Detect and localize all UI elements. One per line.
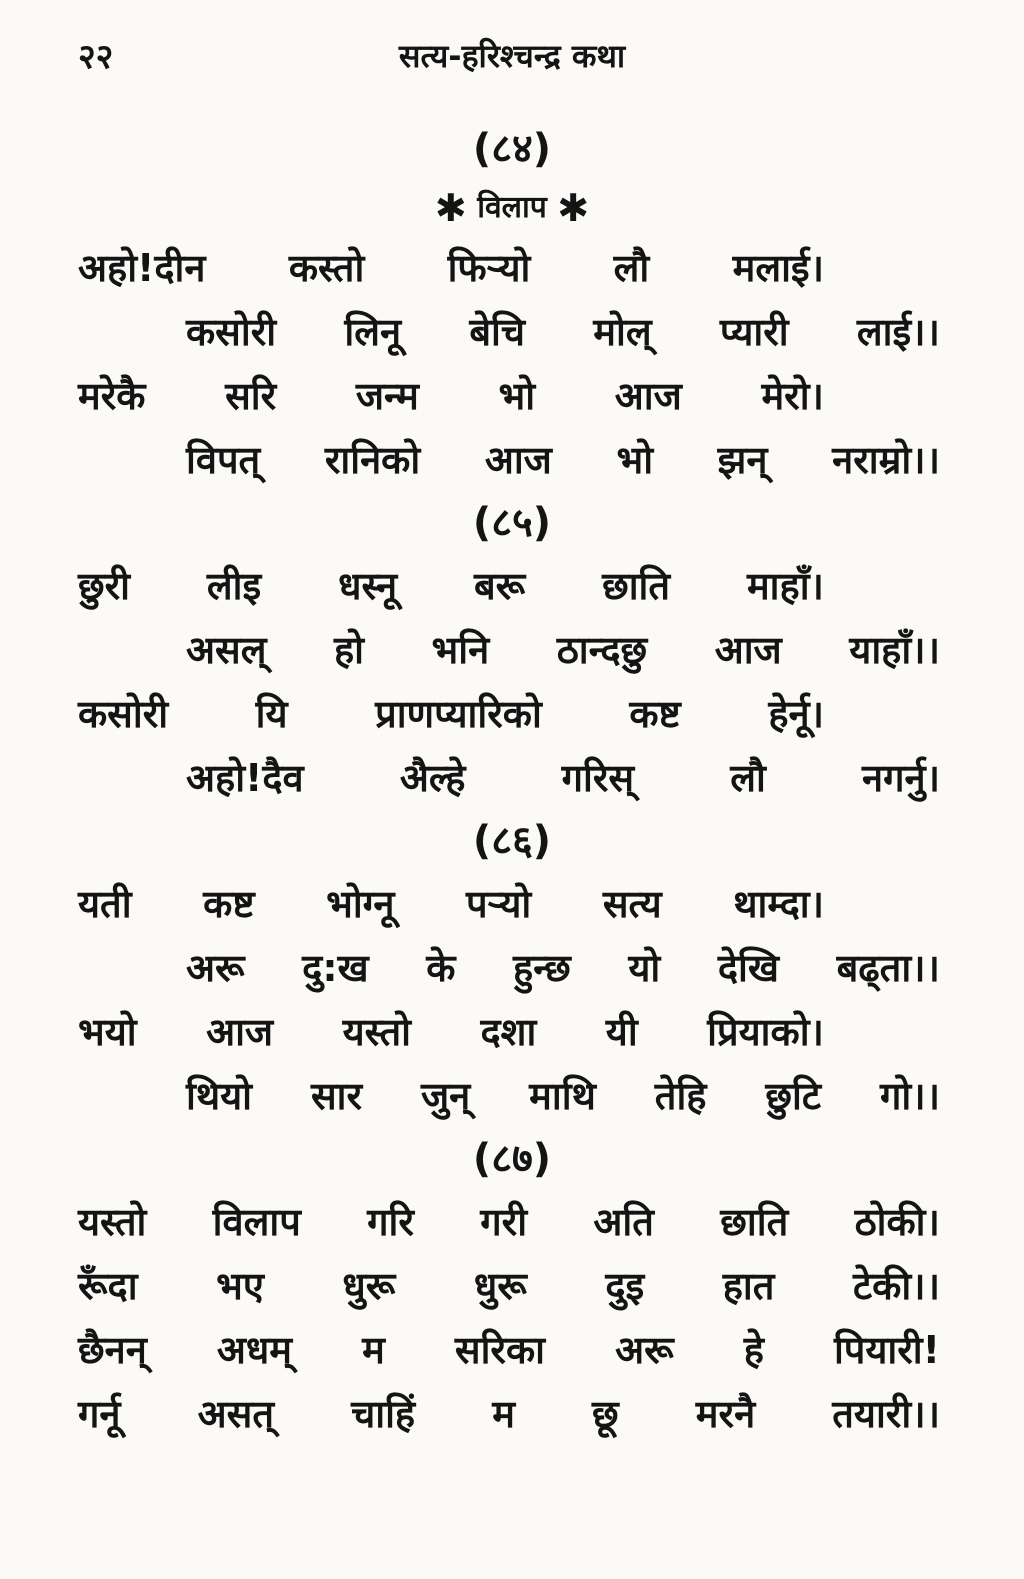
word: रूँदा: [78, 1264, 138, 1308]
verse-line: [0, 300, 1024, 364]
word: छैनन्: [78, 1328, 147, 1372]
word: बरू: [473, 564, 526, 608]
word: छुटि: [765, 1074, 822, 1118]
verse-line: [0, 1000, 1024, 1064]
verse-line: [0, 428, 1024, 492]
word: गो।।: [879, 1074, 940, 1118]
word: याहाँ।।: [849, 628, 940, 672]
word: कष्ट: [203, 882, 255, 926]
word: जुन्: [420, 1074, 471, 1118]
word: बढ्ता।।: [836, 946, 940, 990]
word: सत्य: [602, 882, 662, 926]
word: कसोरी: [186, 310, 277, 354]
word: विपत्: [186, 438, 261, 482]
word: दशा: [480, 1010, 537, 1054]
verse-line: [0, 618, 1024, 682]
word: माहाँ।: [746, 564, 824, 608]
word: बेचि: [469, 310, 526, 354]
verse-line: [0, 1318, 1024, 1382]
word: यी: [605, 1010, 638, 1054]
word: प्यारी: [719, 310, 789, 354]
word: चाहिं: [351, 1392, 416, 1436]
word: भयो: [78, 1010, 137, 1054]
word: छू: [592, 1392, 619, 1436]
word: अहो!दैव: [186, 756, 304, 800]
word: भो: [498, 374, 536, 418]
word: पियारी!: [833, 1328, 940, 1372]
word: हो: [334, 628, 365, 672]
word: ठोकी।: [854, 1200, 940, 1244]
verse-line: [0, 936, 1024, 1000]
word: विलाप: [212, 1200, 301, 1244]
word: अरू: [186, 946, 245, 990]
word: धस्नू: [338, 564, 398, 608]
word: आज: [614, 374, 682, 418]
word: आज: [714, 628, 782, 672]
page-number: २२: [78, 37, 114, 77]
word: म: [362, 1328, 385, 1372]
word: यस्तो: [78, 1200, 147, 1244]
word: लौ: [730, 756, 766, 800]
word: अरू: [615, 1328, 674, 1372]
word: लौ: [613, 246, 650, 290]
word: छाति: [602, 564, 671, 608]
word: सरि: [225, 374, 277, 418]
word: मलाई।: [732, 246, 824, 290]
section-title-text: विलाप: [477, 190, 547, 225]
word: थाम्दा।: [733, 882, 824, 926]
stanza-number: (८४): [472, 126, 552, 172]
word: पऱ्यो: [466, 882, 532, 926]
word: असत्: [197, 1392, 274, 1436]
word: जन्म: [355, 374, 419, 418]
word: प्राणप्यारिको: [375, 692, 542, 736]
verse-line: [0, 1382, 1024, 1446]
word: गरिस्: [561, 756, 635, 800]
word: दुइ: [605, 1264, 645, 1308]
word: अधम्: [216, 1328, 293, 1372]
word: छुरी: [78, 564, 131, 608]
word: आज: [484, 438, 552, 482]
word: भनि: [431, 628, 490, 672]
verse-line: [0, 554, 1024, 618]
word: मोल्: [593, 310, 652, 354]
verse-line: [0, 236, 1024, 300]
word: अति: [593, 1200, 654, 1244]
word: नराम्रो।।: [832, 438, 940, 482]
stanza-number: (८७): [472, 1136, 552, 1182]
word: हेर्नू।: [768, 692, 824, 736]
word: यो: [628, 946, 661, 990]
verse-line: [0, 872, 1024, 936]
word: मरेकै: [78, 374, 146, 418]
word: लीइ: [206, 564, 262, 608]
word: भोग्नू: [326, 882, 395, 926]
word: कसोरी: [78, 692, 169, 736]
word: नगर्नु।: [862, 756, 940, 800]
word: टेकी।।: [853, 1264, 940, 1308]
word: हात: [722, 1264, 775, 1308]
word: देखि: [717, 946, 779, 990]
word: छाति: [720, 1200, 789, 1244]
stanza-number: (८५): [472, 500, 552, 546]
word: सरिका: [454, 1328, 545, 1372]
word: गरि: [367, 1200, 414, 1244]
word: धुरू: [473, 1264, 527, 1308]
word: मेरो।: [761, 374, 824, 418]
page-header: [0, 32, 1024, 82]
word: धुरू: [342, 1264, 396, 1308]
verse-line: [0, 1190, 1024, 1254]
verse-line: [0, 1254, 1024, 1318]
word: थियो: [186, 1074, 253, 1118]
word: यि: [255, 692, 288, 736]
word: अैल्हे: [399, 756, 466, 800]
word: तेहि: [654, 1074, 707, 1118]
word: यती: [78, 882, 132, 926]
verse-line: [0, 1064, 1024, 1128]
word: माथि: [529, 1074, 596, 1118]
word: गरी: [480, 1200, 528, 1244]
verse-line: [0, 682, 1024, 746]
word: भो: [616, 438, 654, 482]
word: प्रियाको।: [707, 1010, 824, 1054]
asterisk-icon: ✱: [434, 186, 467, 230]
word: के: [426, 946, 456, 990]
stanza-number: (८६): [472, 818, 552, 864]
word: लाई।।: [856, 310, 940, 354]
word: झन्: [717, 438, 768, 482]
word: गर्नू: [78, 1392, 121, 1436]
verse-line: [0, 746, 1024, 810]
word: हे: [743, 1328, 764, 1372]
word: सार: [310, 1074, 363, 1118]
word: भए: [216, 1264, 264, 1308]
word: हुन्छ: [513, 946, 571, 990]
word: लिनू: [344, 310, 402, 354]
word: ठान्दछु: [556, 628, 648, 672]
word: म: [492, 1392, 515, 1436]
word: आज: [206, 1010, 274, 1054]
word: फिऱ्यो: [447, 246, 531, 290]
word: असल्: [186, 628, 267, 672]
word: रानिको: [324, 438, 421, 482]
word: कष्ट: [629, 692, 681, 736]
section-title: [0, 180, 1024, 236]
poem-body: [0, 118, 1024, 1446]
word: मरनै: [695, 1392, 756, 1436]
word: अहो!दीन: [78, 246, 206, 290]
word: यस्तो: [342, 1010, 411, 1054]
word: तयारी।।: [832, 1392, 940, 1436]
asterisk-icon: ✱: [557, 186, 590, 230]
word: कस्तो: [288, 246, 365, 290]
running-title: सत्य-हरिश्चन्द्र कथा: [398, 37, 626, 75]
verse-line: [0, 364, 1024, 428]
word: दु:ख: [302, 946, 369, 990]
